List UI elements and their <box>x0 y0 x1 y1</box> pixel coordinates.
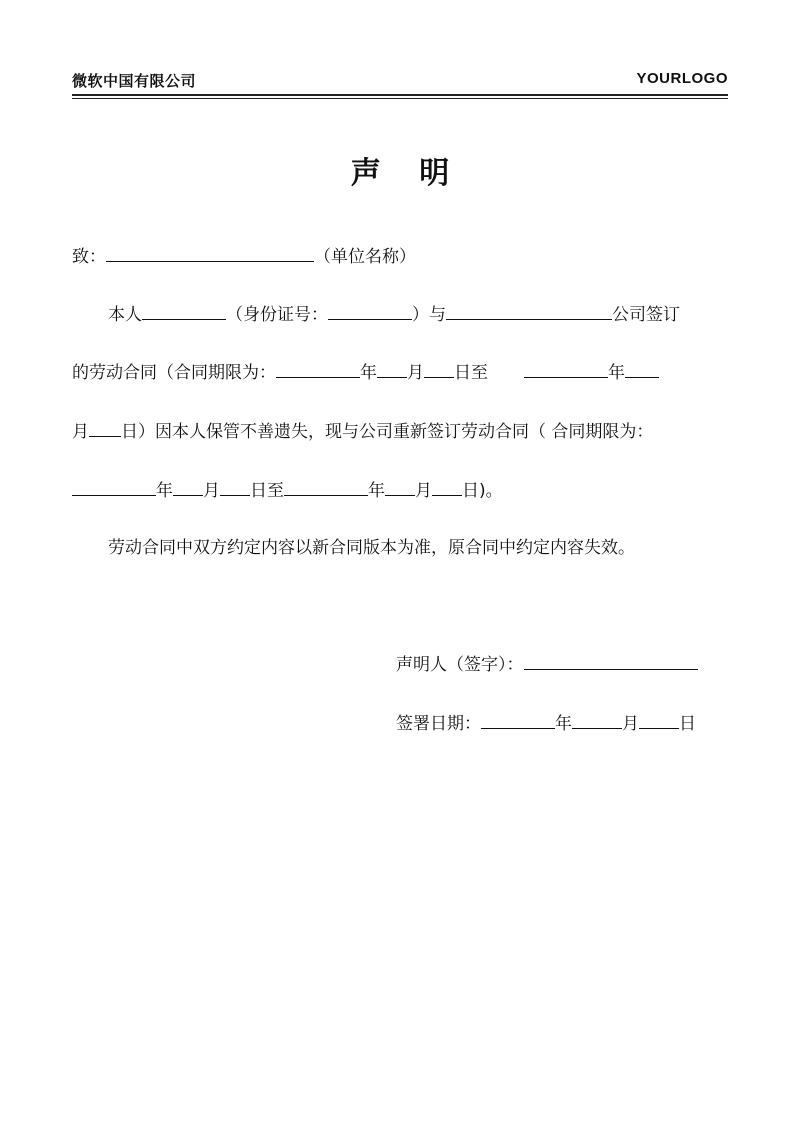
text-company-sign: 公司签订 <box>612 305 680 325</box>
recipient-suffix: （单位名称） <box>314 247 416 267</box>
end-month-blank-start[interactable] <box>625 361 659 378</box>
statement-line-1 <box>108 303 680 326</box>
text-year-2: 年 <box>608 363 625 383</box>
recipient-line <box>72 245 416 268</box>
text-month-3: 月 <box>203 481 220 501</box>
sign-day-blank[interactable] <box>639 712 679 729</box>
text-month-4: 月 <box>415 481 432 501</box>
statement-line-2 <box>72 361 659 384</box>
header-rule-thin <box>72 98 728 99</box>
new-start-day-blank[interactable] <box>220 479 250 496</box>
recipient-blank[interactable] <box>106 245 314 262</box>
text-sign-year: 年 <box>555 714 572 734</box>
end-year-blank[interactable] <box>524 361 608 378</box>
text-day-end: 日)。 <box>462 481 503 501</box>
signer-label: 声明人（签字）： <box>396 655 524 675</box>
id-number-blank[interactable] <box>328 303 412 320</box>
signer-line <box>396 653 698 676</box>
statement-line-4 <box>72 479 503 502</box>
new-end-year-blank[interactable] <box>284 479 368 496</box>
text-contract-term: 的劳动合同（合同期限为： <box>72 363 276 383</box>
text-month-2: 月 <box>72 422 89 442</box>
new-end-month-blank[interactable] <box>385 479 415 496</box>
signer-blank[interactable] <box>524 653 698 670</box>
text-id-label: （身份证号： <box>226 305 328 325</box>
new-start-month-blank[interactable] <box>173 479 203 496</box>
statement-line-5: 劳动合同中双方约定内容以新合同版本为准，原合同中约定内容失效。 <box>108 538 635 558</box>
document-title: 声 明 <box>350 156 464 191</box>
page-header <box>72 70 728 92</box>
text-self: 本人 <box>108 305 142 325</box>
text-day-to-2: 日至 <box>250 481 284 501</box>
company-name: 微软中国有限公司 <box>72 72 197 90</box>
text-sign-month: 月 <box>622 714 639 734</box>
name-blank[interactable] <box>142 303 226 320</box>
sign-date-label: 签署日期： <box>396 714 481 734</box>
start-month-blank[interactable] <box>377 361 407 378</box>
new-start-year-blank[interactable] <box>72 479 156 496</box>
text-year: 年 <box>360 363 377 383</box>
company-blank[interactable] <box>446 303 612 320</box>
recipient-prefix: 致： <box>72 247 106 267</box>
start-year-blank[interactable] <box>276 361 360 378</box>
text-month: 月 <box>407 363 424 383</box>
text-day-to: 日至 <box>454 363 488 383</box>
logo-text: YOURLOGO <box>636 70 728 87</box>
text-with: ）与 <box>412 305 446 325</box>
text-year-3: 年 <box>156 481 173 501</box>
statement-line-3 <box>72 420 653 443</box>
new-end-day-blank[interactable] <box>432 479 462 496</box>
sign-date-line <box>396 712 696 735</box>
text-sign-day: 日 <box>679 714 696 734</box>
text-year-4: 年 <box>368 481 385 501</box>
header-rule-thick <box>72 94 728 96</box>
sign-year-blank[interactable] <box>481 712 555 729</box>
text-reason: 日）因本人保管不善遗失，现与公司重新签订劳动合同（ 合同期限为： <box>121 422 654 442</box>
start-day-blank[interactable] <box>424 361 454 378</box>
sign-month-blank[interactable] <box>572 712 622 729</box>
end-day-blank[interactable] <box>89 420 121 437</box>
